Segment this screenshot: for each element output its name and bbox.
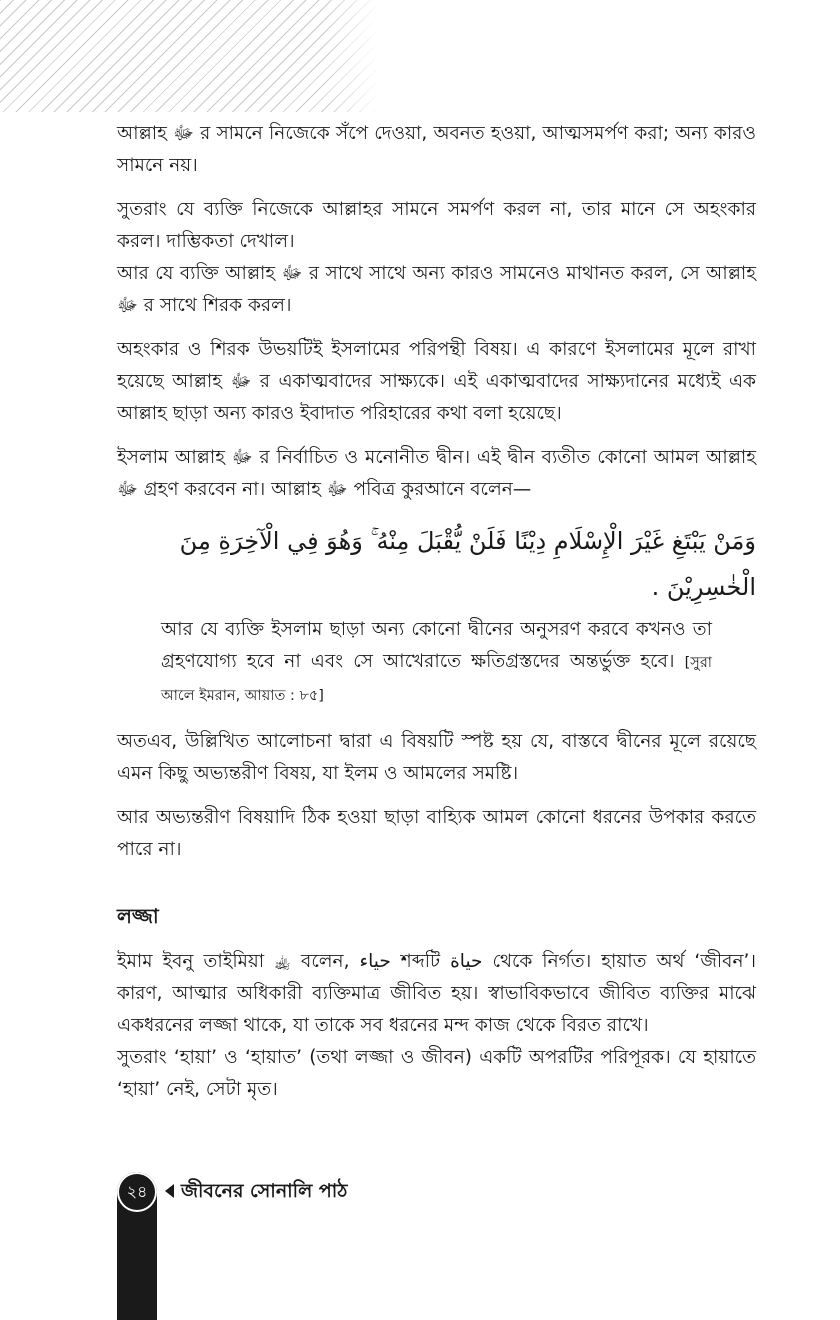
quran-verse-arabic: وَمَنْ يَبْتَغِ غَيْرَ الْإِسْلَامِ دِيْنًا فَلَنْ يُّقْبَلَ مِنْهُ ۚ وَهُوَ فِي الْآخِرَةِ مِنَ الْخٰسِرِيْنَ .: [179, 527, 756, 601]
decorative-hatch-pattern: [0, 0, 380, 112]
page-number: ২৪: [117, 1172, 157, 1212]
verse-reference: [সুরা আলে ইমরান, আয়াত : ৮৫]: [161, 655, 712, 704]
paragraph: অহংকার ও শিরক উভয়টিই ইসলামের পরিপন্থী বিষয়। এ কারণে ইসলামের মূলে রাখা হয়েছে আল্লাহ ﷻ র একাত্মবাদের সাক্ষ্যকে। এই একাত্মবাদের সাক্ষ্যদানের মধ্যেই এক আল্লাহ ছাড়া অন্য কারও ইবাদাত পরিহারের কথা বলা হয়েছে।: [117, 339, 757, 424]
paragraph: আল্লাহ ﷻ র সামনে নিজেকে সঁপে দেওয়া, অবনত হওয়া, আত্মসমর্পণ করা; অন্য কারও সামনে নয়।: [117, 123, 757, 176]
paragraph: অতএব, উল্লিখিত আলোচনা দ্বারা এ বিষয়টি স্পষ্ট হয় যে, বাস্তবে দ্বীনের মূলে রয়েছে এমন কিছু অভ্যন্তরীণ বিষয়, যা ইলম ও আমলের সমষ্টি।: [117, 731, 756, 784]
paragraph: সুতরাং যে ব্যক্তি নিজেকে আল্লাহর সামনে সমর্পণ করল না, তার মানে সে অহংকার করল। দাম্ভিকতা দেখাল।: [117, 199, 756, 252]
paragraph: আর যে ব্যক্তি আল্লাহ ﷻ র সাথে সাথে অন্য কারও সামনেও মাথানত করল, সে আল্লাহ ﷻ র সাথে শিরক করল।: [117, 263, 756, 316]
quran-verse-translation: [161, 614, 712, 712]
book-title: জীবনের সোনালি পাঠ: [181, 1180, 348, 1202]
page-body: [117, 118, 756, 1118]
paragraph: ইসলাম আল্লাহ ﷻ র নির্বাচিত ও মনোনীত দ্বীন। এই দ্বীন ব্যতীত কোনো আমল আল্লাহ ﷻ গ্রহণ করবেন না। আল্লাহ ﷻ পবিত্র কুরআনে বলেন—: [117, 447, 756, 500]
arrow-left-icon: [165, 1184, 174, 1198]
paragraph: ইমাম ইবনু তাইমিয়া ﵀ বলেন, حياء শব্দটি حياة থেকে নির্গত। হায়াত অর্থ ‘জীবন’। কারণ, আত্মার অধিকারী ব্যক্তিমাত্র জীবিত হয়। স্বাভাবিকভাবে জীবিত ব্যক্তির মাঝে একধরনের লজ্জা থাকে, যা তাকে সব ধরনের মন্দ কাজ থেকে বিরত রাখে।: [117, 951, 756, 1036]
paragraph: সুতরাং ‘হায়া’ ও ‘হায়াত’ (তথা লজ্জা ও জীবন) একটি অপরটির পরিপূরক। যে হায়াতে ‘হায়া’ নেই, সেটা মৃত।: [117, 1047, 756, 1100]
paragraph: আর অভ্যন্তরীণ বিষয়াদি ঠিক হওয়া ছাড়া বাহ্যিক আমল কোনো ধরনের উপকার করতে পারে না।: [117, 807, 756, 860]
translation-text: আর যে ব্যক্তি ইসলাম ছাড়া অন্য কোনো দ্বীনের অনুসরণ করবে কখনও তা গ্রহণযোগ্য হবে না এবং সে আখেরাতে ক্ষতিগ্রস্তদের অন্তর্ভুক্ত হবে।: [161, 619, 712, 672]
section-heading: লজ্জা: [117, 904, 159, 928]
